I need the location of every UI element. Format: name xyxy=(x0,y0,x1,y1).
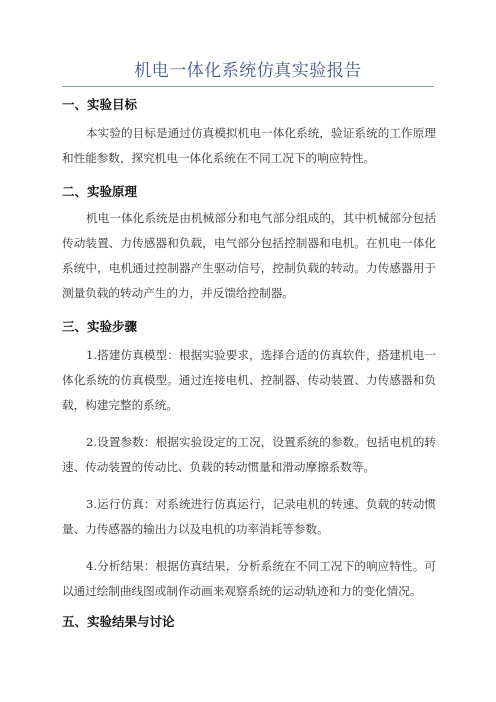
step-4-paragraph: 4.分析结果：根据仿真结果，分析系统在不同工况下的响应特性。可以通过绘制曲线图或制作动画来观察系统的运动轨迹和力的变化情况。 xyxy=(62,559,436,598)
section-objective-paragraph: 本实验的目标是通过仿真模拟机电一体化系统，验证系统的工作原理和性能参数，探究机电一体化系统在不同工况下的响应特性。 xyxy=(62,126,436,165)
section-principle-paragraph: 机电一体化系统是由机械部分和电气部分组成的，其中机械部分包括传动装置、力传感器和负载，电气部分包括控制器和电机。在机电一体化系统中，电机通过控制器产生驱动信号，控制负载的转动。力传感器用于测量负载的转动产生的力，并反馈给控制器。 xyxy=(62,211,436,300)
step-3-paragraph: 3.运行仿真：对系统进行仿真运行，记录电机的转速、负载的转动惯量、力传感器的输出力以及电机的功率消耗等参数。 xyxy=(62,497,436,536)
title-underline xyxy=(62,86,434,87)
section-heading-principle: 二、实验原理 xyxy=(62,184,138,199)
step-2-paragraph: 2.设置参数：根据实验设定的工况，设置系统的参数。包括电机的转速、传动装置的传动比、负载的转动惯量和滑动摩擦系数等。 xyxy=(62,435,436,474)
document-title: 机电一体化系统仿真实验报告 xyxy=(134,61,362,81)
section-heading-objective: 一、实验目标 xyxy=(62,97,138,112)
section-heading-results: 五、实验结果与讨论 xyxy=(62,614,175,629)
section-heading-steps: 三、实验步骤 xyxy=(62,319,138,334)
step-1-paragraph: 1.搭建仿真模型：根据实验要求，选择合适的仿真软件，搭建机电一体化系统的仿真模型。通过连接电机、控制器、传动装置、力传感器和负载，构建完整的系统。 xyxy=(62,348,436,412)
